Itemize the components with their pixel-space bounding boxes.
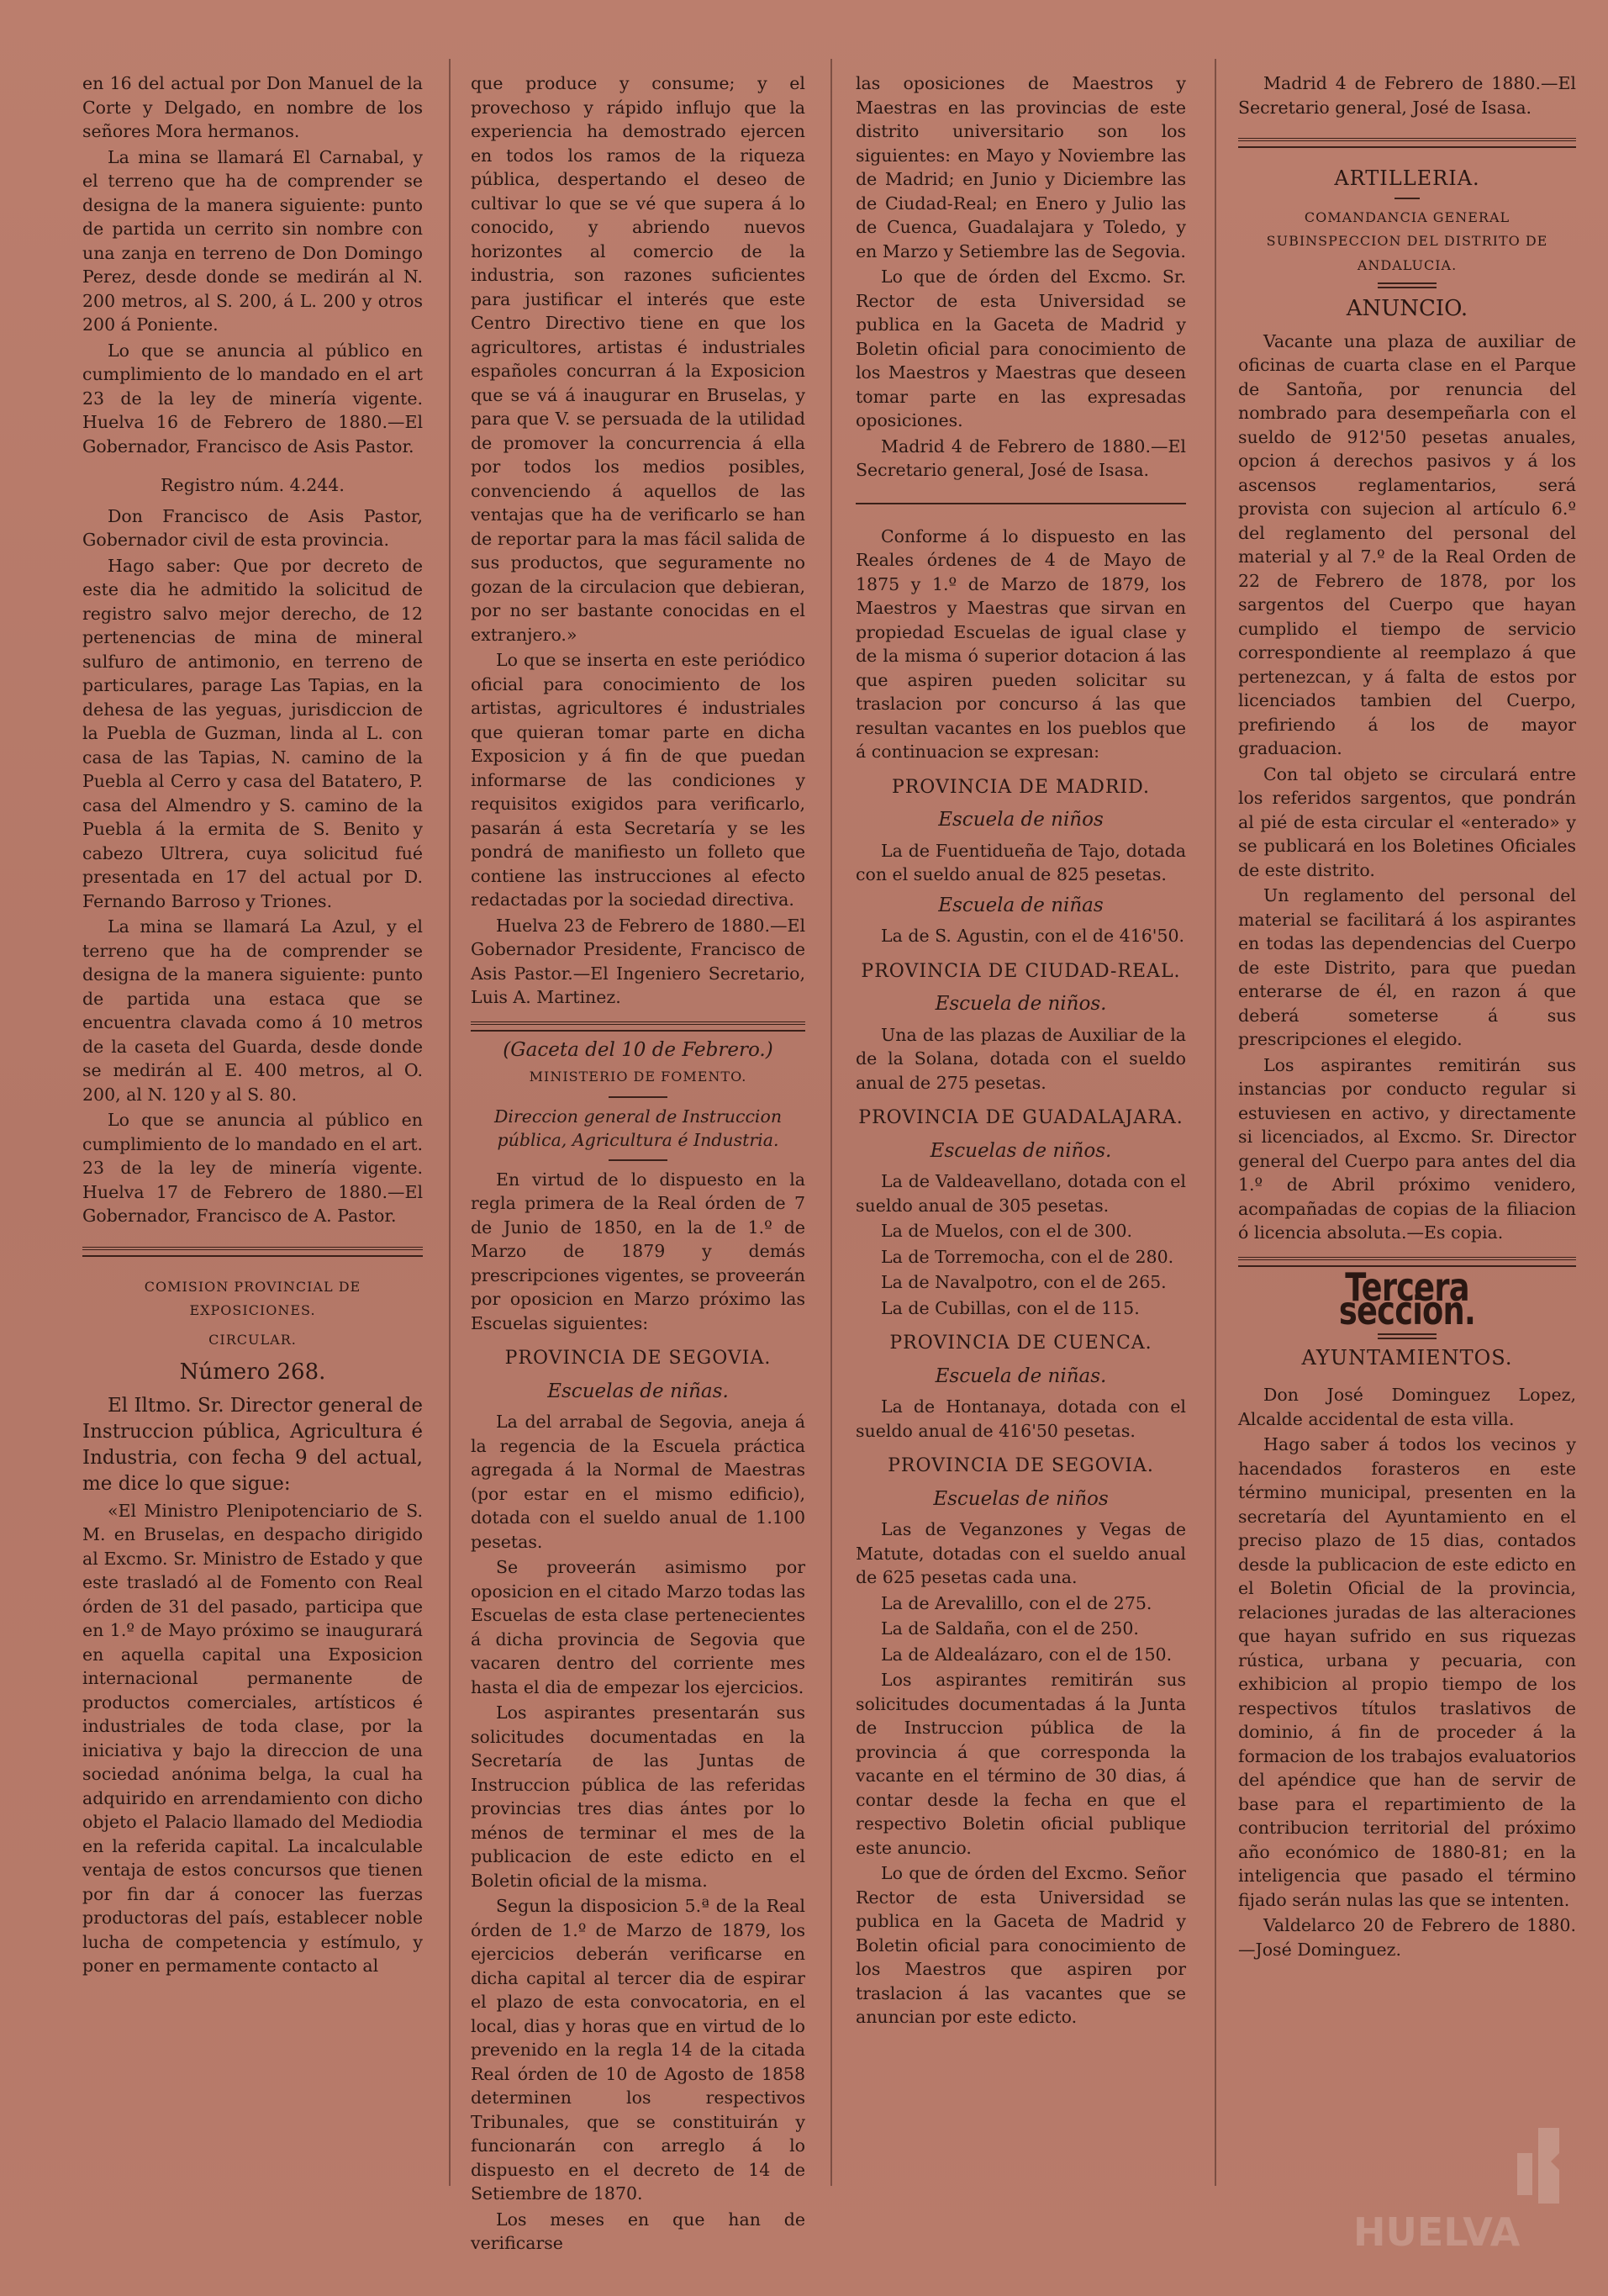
paragraph: Madrid 4 de Febrero de 1880.—El Secretario general, José de Isasa. [1238,73,1576,118]
column-rule [449,59,451,2186]
column-rule [1215,59,1216,2186]
artilleria-heading: ARTILLERIA. [1334,166,1480,190]
paragraph: Don José Dominguez Lopez, Alcalde accidental de esta villa. [1238,1385,1576,1429]
paragraph: Los meses en que han de verificarse [471,2209,805,2253]
tercera-seccion-heading: Tercera seccion. [1338,1264,1476,1333]
circular-heading: CIRCULAR. [208,1331,297,1348]
paragraph: La de Saldaña, con el de 250. [881,1618,1139,1639]
ayuntamientos-heading: AYUNTAMIENTOS. [1301,1345,1513,1370]
short-rule [609,1096,667,1098]
short-rule [1378,282,1437,288]
short-rule [609,1159,667,1161]
column-2 [471,71,805,2257]
paragraph: Lo que de órden del Excmo. Sr. Rector de esta Universidad se publica en la Gaceta de Madrid y Boletin oficial para conocimiento de los Maestros y Maestras que deseen tomar parte en las expresadas oposiciones. [856,267,1186,430]
paragraph: Don Francisco de Asis Pastor, Gobernador civil de esta provincia. [82,505,423,550]
numero-heading: Número 268. [179,1359,326,1385]
school-heading: Escuelas de niñas. [547,1380,729,1402]
paragraph: Los aspirantes remitirán sus solicitudes documentadas á la Junta de Instruccion pública de la provincia á que corresponda la vacante en el término de 30 dias, á contar desde la fecha en que el respectivo Boletin oficial publique este anuncio. [856,1670,1186,1858]
short-rule [1394,198,1420,199]
comandancia-heading: COMANDANCIA GENERAL SUBINSPECCION DEL DISTRITO DE ANDALUCIA. [1266,208,1548,273]
paragraph: Lo que se inserta en este periódico oficial para conocimiento de los artistas, agricultores é industriales que quieran tomar parte en dicha Exposicion y á fin de que puedan informarse de las condiciones y requisitos exigidos para verificarlo, pasarán á esta Secretaría y se les pondrá de manifiesto un folleto que contiene las instrucciones al efecto redactadas por la sociedad directiva. [471,650,805,910]
paragraph: Una de las plazas de Auxiliar de la de la Solana, dotada con el sueldo anual de 275 pesetas. [856,1024,1186,1093]
paragraph: Lo que se anuncia al público en cumplimiento de lo mandado en el art 23 de la ley de minería vigente. Huelva 16 de Febrero de 1880.—El Gobernador, Francisco de Asis Pastor. [82,340,423,457]
paragraph: La de Navalpotro, con el de 265. [881,1272,1167,1292]
section-divider [856,503,1186,504]
paragraph: Vacante una plaza de auxiliar de oficinas de cuarta clase en el Parque de Santoña, por renuncia del nombrado para desempeñarla con el sueldo de 912'50 pesetas anuales, opcion á derechos pasivos y á los ascensos reglamentarios, será provista con sujecion al artículo 6.º del reglamento del personal del material y al 7.º de la Real Orden de 22 de Febrero de 1878, por los sargentos del Cuerpo que hayan cumplido el tiempo de servicio correspondiente al reemplazo á que pertenezcan, y á falta de estos por licenciados tambien del Cuerpo, prefiriendo á los de mayor graduacion. [1238,330,1576,758]
library-stamp-icon [1345,2119,1568,2262]
paragraph: Los aspirantes presentarán sus solicitudes documentadas en la Secretaría de las Juntas de Instruccion pública de las referidas provincias tres dias ántes por lo ménos de terminar el mes de la publicacion de este edicto en el Boletin oficial de la misma. [471,1702,805,1891]
school-heading: Escuelas de niños. [930,1139,1112,1162]
paragraph: La de Torremocha, con el de 280. [881,1246,1174,1267]
paragraph: Hago saber: Que por decreto de este dia he admitido la solicitud de registro salvo mejor derecho, de 12 pertenencias de mina de mineral sulfuro de antimonio, en terreno de particulares, parage Las Tapias, en la dehesa de las yeguas, jurisdiccion de la Puebla de Guzman, linda al L. con casa de las Tapias, N. camino de la Puebla al Cerro y casa del Batatero, P. casa del Almendro y S. camino de la Puebla á la ermita de S. Benito y cabezo Ultrera, cuya solicitud fué presentada en 17 del actual por D. Fernando Barroso y Triones. [82,555,423,911]
paragraph: Se proveerán asimismo por oposicion en el citado Marzo todas las Escuelas de esta clase pertenecientes á dicha provincia de Segovia que vacaren dentro del corriente mes hasta el dia de empezar los ejercicios. [471,1557,805,1697]
paragraph: La de Fuentidueña de Tajo, dotada con el sueldo anual de 825 pesetas. [856,840,1186,884]
paragraph: Lo que de órden del Excmo. Señor Rector de esta Universidad se publica en la Gaceta de Madrid y Boletin oficial para conocimiento de los Maestros que aspiren por traslacion á las vacantes que se anuncian por este edicto. [856,1863,1186,2027]
paragraph: La mina se llamará El Carnabal, y el terreno que ha de comprender se designa de la manera siguiente: punto de partida un cerrito sin nombre con una zanja en terreno de Don Domingo Perez, desde donde se medirán al N. 200 metros, al S. 200, á L. 200 y otros 200 á Poniente. [82,146,423,335]
stamp-label: HUELVA [1353,2209,1521,2255]
comision-heading: COMISION PROVINCIAL DE EXPOSICIONES. [144,1278,361,1318]
province-heading: PROVINCIA DE CUENCA. [889,1333,1152,1354]
school-heading: Escuela de niñas. [935,1364,1107,1387]
paragraph: En virtud de lo dispuesto en la regla primera de la Real órden de 7 de Junio de 1850, en la de 1.º de Marzo de 1879 y demás prescripciones vigentes, se proveerán por oposicion en Marzo próximo las Escuelas siguientes: [471,1169,805,1333]
paragraph: Hago saber á todos los vecinos y hacendados forasteros en este término municipal, presenten en la secretaría del Ayuntamiento en el preciso plazo de 15 dias, contados desde la publicacion de este edicto en el Boletin Oficial de la provincia, relaciones juradas de las alteraciones que hayan sufrido en sus riquezas rústica, urbana y pecuaria, con exhibicion al propio tiempo de los respectivos títulos traslativos de dominio, á fin de proceder á la formacion de los trabajos evaluatorios del apéndice que han de servir de base para el repartimiento de la contribucion territorial del próximo año económico de 1880-81; en la inteligencia que pasado el término fijado serán nulas las que se intenten. [1238,1434,1576,1910]
column-rule [830,59,832,2186]
school-heading: Escuela de niñas [938,894,1104,916]
paragraph: las oposiciones de Maestros y Maestras en las provincias de este distrito universitario son los siguientes: en Mayo y Noviembre las de Madrid; en Junio y Diciembre las de Ciudad-Real; en Enero y Julio las de Cuenca, Guadalajara y Toledo, y en Marzo y Setiembre las de Segovia. [856,73,1186,261]
gaceta-heading: (Gaceta del 10 de Febrero.) [503,1038,773,1061]
school-heading: Escuela de niños. [935,993,1107,1015]
paragraph: Valdelarco 20 de Febrero de 1880.—José Dominguez. [1238,1915,1576,1960]
paragraph: La del arrabal de Segovia, aneja á la regencia de la Escuela práctica agregada á la Normal de Maestras (por estar en el mismo edificio), dotada con el sueldo anual de 1.100 pesetas. [471,1412,805,1552]
paragraph: La de Muelos, con el de 300. [881,1221,1133,1241]
paragraph: La de Valdeavellano, dotada con el sueldo anual de 305 pesetas. [856,1171,1186,1216]
section-divider [82,1247,423,1257]
province-heading: PROVINCIA DE CIUDAD-REAL. [861,960,1181,982]
school-heading: Escuelas de niños [933,1487,1109,1510]
section-divider [1238,138,1576,148]
anuncio-heading: ANUNCIO. [1346,296,1468,321]
province-heading: PROVINCIA DE SEGOVIA. [888,1455,1154,1476]
province-heading: PROVINCIA DE GUADALAJARA. [858,1107,1184,1128]
short-rule [1378,1333,1437,1339]
section-divider [471,1021,805,1032]
paragraph: Lo que se anuncia al público en cumplimiento de lo mandado en el art. 23 de la ley de minería vigente. Huelva 17 de Febrero de 1880.—El Gobernador, Francisco de A. Pastor. [82,1110,423,1226]
paragraph: que produce y consume; y el provechoso y rápido influjo que la experiencia ha demostrado ejercen en todos los ramos de la riqueza pública, despertando el deseo de cultivar lo que se vé que supera á lo conocido, y abriendo nuevos horizontes al comercio de la industria, son razones suficientes para justificar el interés que este Centro Directivo tiene en que los agricultores, artistas é industriales españoles concurran á la Exposicion que se vá á inaugurar en Bruselas, y para que V. se persuada de la utilidad de promover la concurrencia á ella por todos los medios posibles, convenciendo á aquellos de las ventajas que ha de verificarlo se han de reportar para la mas fácil salida de sus productos, que seguramente no gozan de la circulacion que debieran, por no ser bastante conocidas en el extranjero.» [471,73,805,645]
paragraph: Segun la disposicion 5.ª de la Real órden de 1.º de Marzo de 1879, los ejercicios deberán verificarse en dicha capital al tercer dia de espirar el plazo de esta convocatoria, en el local, dias y horas que en virtud de lo prevenido en la regla 14 de la citada Real órden de 10 de Agosto de 1858 determinen los respectivos Tribunales, que se constituirán y funcionarán con arreglo á lo dispuesto en el decreto de 14 de Setiembre de 1870. [471,1896,805,2204]
paragraph: La de Aldealázaro, con el de 150. [881,1644,1173,1665]
paragraph: en 16 del actual por Don Manuel de la Corte y Delgado, en nombre de los señores Mora hermanos. [82,73,423,141]
paragraph: Con tal objeto se circulará entre los referidos sargentos, que pondrán al pié de esta circular el «enterado» y se publicará en los Boletines Oficiales de este distrito. [1238,763,1576,880]
paragraph: Conforme á lo dispuesto en las Reales órdenes de 4 de Mayo de 1875 y 1.º de Marzo de 1879, los Maestros y Maestras que sirvan en propiedad Escuelas de igual clase y de la misma ó superior dotacion á las que aspiren pueden solicitar su traslacion por concurso á las que resultan vacantes en los pueblos que á continuacion se expresan: [856,525,1186,762]
paragraph: La de S. Agustin, con el de 416'50. [881,926,1185,946]
paragraph: «El Ministro Plenipotenciario de S. M. en Bruselas, en despacho dirigido al Excmo. Sr. Ministro de Estado y que este trasladó al de Fomento con Real órden de 31 del pasado, participa que en 1.º de Mayo próximo se inaugurará en aquella capital una Exposicion internacional permanente de productos comerciales, artísticos é industriales de toda clase, por la iniciativa y bajo la direccion de una sociedad anónima belga, la cual ha adquirido en arrendamiento con dicho objeto el Palacio llamado del Mediodia en la referida capital. La incalculable ventaja de estos concursos que tienen por fin dar á conocer las fuerzas productoras del país, establecer noble lucha de competencia y estímulo, y poner en permamente contacto al [82,1500,423,1976]
paragraph: Las de Veganzones y Vegas de Matute, dotadas con el sueldo anual de 625 pesetas cada una. [856,1519,1186,1587]
column-4 [1238,71,1576,1963]
ministerio-heading: MINISTERIO DE FOMENTO. [529,1069,747,1085]
column-1 [82,71,423,1980]
direccion-heading: Direccion general de Instruccion pública, Agricultura é Industria. [493,1106,783,1150]
registro-heading: Registro núm. 4.244. [161,475,345,495]
paragraph: Los aspirantes remitirán sus instancias por conducto regular si estuviesen en activo, y directamente si licenciados, al Excmo. Sr. Director general del Cuerpo para antes del dia 1.º de Abril próximo venidero, acompañadas de copias de la filiacion ó licencia absoluta.—Es copia. [1238,1054,1576,1243]
column-3 [856,71,1186,2031]
paragraph: Huelva 23 de Febrero de 1880.—El Gobernador Presidente, Francisco de Asis Pastor.—El Ingeniero Secretario, Luis A. Martinez. [471,915,805,1007]
paragraph: Madrid 4 de Febrero de 1880.—El Secretario general, José de Isasa. [856,435,1186,480]
paragraph: El Iltmo. Sr. Director general de Instruccion pública, Agricultura é Industria, con fecha 9 del actual, me dice lo que sigue: [82,1394,424,1495]
paragraph: La mina se llamará La Azul, y el terreno que ha de comprender se designa de la manera siguiente: punto de partida una estaca que se encuentra clavada como á 10 metros de la caseta del Guarda, desde donde se medirán al E. 400 metros, al O. 200, al N. 120 y al S. 80. [82,916,423,1105]
school-heading: Escuela de niños [938,809,1104,831]
paragraph: La de Arevalillo, con el de 275. [881,1592,1152,1613]
paragraph: Un reglamento del personal del material se facilitará á los aspirantes en todas las dependencias del Cuerpo de este Distrito, para que puedan enterarse de él, en razon á que deberá someterse á sus prescripciones el elegido. [1238,885,1576,1049]
province-heading: PROVINCIA DE SEGOVIA. [504,1348,772,1369]
paragraph: La de Hontanaya, dotada con el sueldo anual de 416'50 pesetas. [856,1396,1186,1441]
paragraph: La de Cubillas, con el de 115. [881,1297,1140,1318]
province-heading: PROVINCIA DE MADRID. [891,776,1151,798]
